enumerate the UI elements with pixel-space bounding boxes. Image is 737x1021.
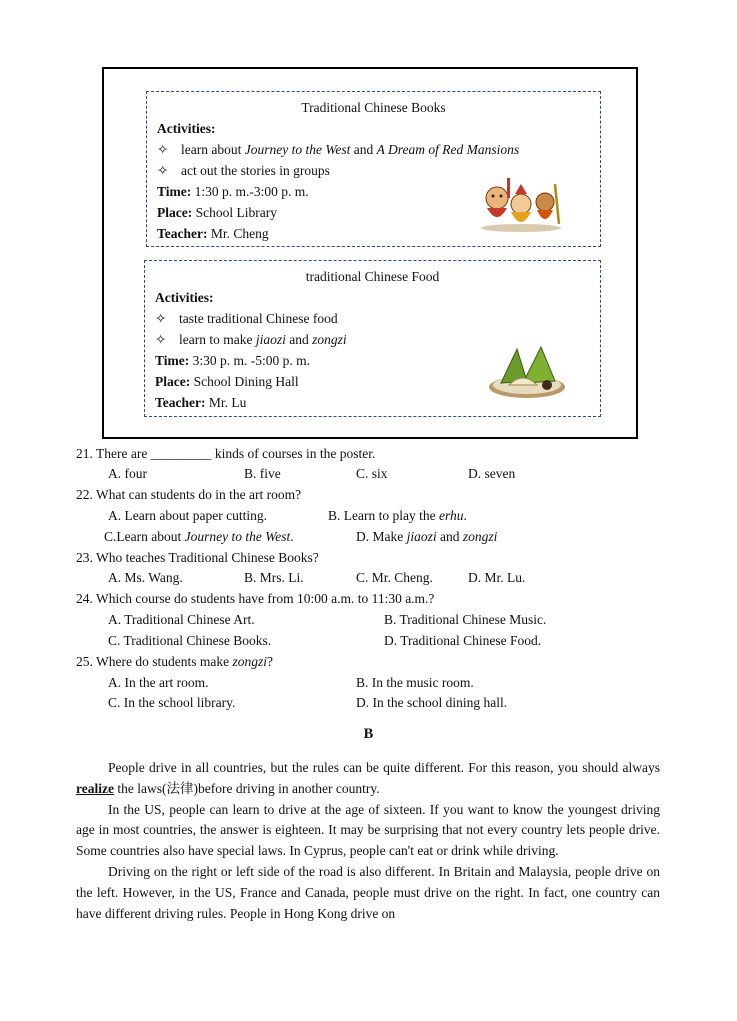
section-b-passage [76, 758, 660, 924]
books-place: Place: School Library [157, 205, 277, 220]
books-title: Traditional Chinese Books [301, 100, 446, 115]
food-activity-2: ✧ learn to make jiaozi and zongzi [155, 332, 347, 347]
books-time: Time: 1:30 p. m.-3:00 p. m. [157, 184, 309, 199]
books-activities-label: Activities: [157, 121, 216, 136]
q22-option-b: B. Learn to play the erhu. [328, 508, 467, 523]
question-22-stem: 22. What can students do in the art room? [76, 487, 302, 502]
q24-option-b: B. Traditional Chinese Music. [384, 612, 547, 627]
passage-paragraph-2: In the US, people can learn to drive at the age of sixteen. If you want to know the youngest driving age in most countries, the answer is eighteen. It may be surprising that not every country lets people drive. Some countries also have special laws. In Cyprus, people can't eat or drink while driving. [76, 801, 660, 859]
books-activity-1: ✧ learn about Journey to the West and A Dream of Red Mansions [157, 142, 520, 157]
star-bullet-icon: ✧ [155, 311, 167, 326]
q23-option-c: C. Mr. Cheng. [356, 570, 433, 585]
books-activity-2: ✧ act out the stories in groups [157, 163, 330, 178]
q21-option-c: C. six [356, 466, 388, 481]
food-activity-1: ✧ taste traditional Chinese food [155, 311, 338, 326]
q22-option-c: C.Learn about Journey to the West. [104, 529, 294, 544]
food-activities-label: Activities: [155, 290, 214, 305]
question-24-stem: 24. Which course do students have from 10:00 a.m. to 11:30 a.m.? [76, 591, 435, 606]
q23-option-d: D. Mr. Lu. [468, 570, 526, 585]
q24-option-c: C. Traditional Chinese Books. [108, 633, 272, 648]
q25-option-a: A. In the art room. [108, 675, 209, 690]
underlined-word: realize [76, 780, 114, 796]
zongzi-plate-icon [487, 341, 567, 399]
q23-option-a: A. Ms. Wang. [108, 570, 183, 585]
q25-option-d: D. In the school dining hall. [356, 695, 508, 710]
q21-option-b: B. five [244, 466, 281, 481]
question-23-stem: 23. Who teaches Traditional Chinese Books? [76, 550, 319, 565]
star-bullet-icon: ✧ [157, 163, 169, 178]
question-21-stem: 21. There are _________ kinds of courses in the poster. [76, 446, 376, 461]
books-teacher: Teacher: Mr. Cheng [157, 226, 269, 241]
food-title: traditional Chinese Food [305, 269, 440, 284]
q24-option-d: D. Traditional Chinese Food. [384, 633, 542, 648]
food-teacher: Teacher: Mr. Lu [155, 395, 247, 410]
question-25-stem: 25. Where do students make zongzi? [76, 654, 273, 669]
food-course-box [144, 260, 601, 417]
books-course-box [146, 91, 601, 247]
q21-option-d: D. seven [468, 466, 516, 481]
q23-option-b: B. Mrs. Li. [244, 570, 304, 585]
poster [102, 67, 638, 439]
food-place: Place: School Dining Hall [155, 374, 299, 389]
star-bullet-icon: ✧ [155, 332, 167, 347]
q21-option-a: A. four [108, 466, 147, 481]
section-b-heading: B [363, 726, 374, 742]
q24-option-a: A. Traditional Chinese Art. [108, 612, 255, 627]
food-time: Time: 3:30 p. m. -5:00 p. m. [155, 353, 310, 368]
journey-to-the-west-characters-icon [477, 174, 565, 232]
passage-paragraph-1: People drive in all countries, but the rules can be quite different. For this reason, you should always realize the laws(法律)before driving in another country. [76, 760, 660, 796]
star-bullet-icon: ✧ [157, 142, 169, 157]
q25-option-c: C. In the school library. [108, 695, 236, 710]
q22-option-a: A. Learn about paper cutting. [108, 508, 267, 523]
passage-paragraph-3: Driving on the right or left side of the road is also different. In Britain and Malaysia, people drive on the left. However, in the US, France and Canada, people must drive on the right. In fact, one country can have different driving rules. People in Hong Kong drive on [76, 863, 660, 921]
q25-option-b: B. In the music room. [356, 675, 474, 690]
q22-option-d: D. Make jiaozi and zongzi [356, 529, 498, 544]
